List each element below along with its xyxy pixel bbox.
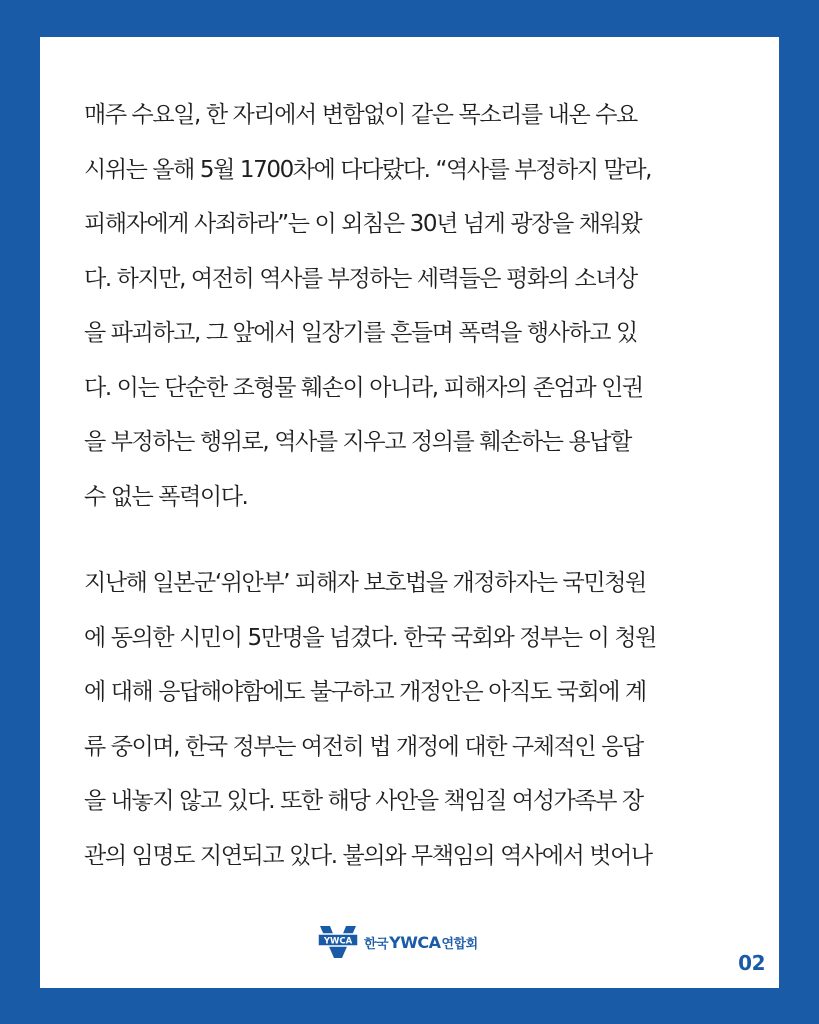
text-line: 매주 수요일, 한 자리에서 변함없이 같은 목소리를 내온 수요 [84,102,637,128]
text-line: 피해자에게 사죄하라”는 이 외침은 30년 넘게 광장을 채워왔 [84,211,642,237]
ywca-emblem-text: YWCA [323,936,353,947]
text-line: 관의 임명도 지연되고 있다. 불의와 무책임의 역사에서 벗어나 [84,842,652,869]
logo-brand: YWCA [389,932,441,952]
logo-prefix: 한국 [364,936,389,952]
text-line: 수 없는 폭력이다. [84,483,248,510]
logo-suffix: 연합회 [441,936,478,952]
content-card [40,37,779,988]
text-line: 류 중이며, 한국 정부는 여전히 법 개정에 대한 구체적인 응답 [84,733,643,760]
text-line: 을 파괴하고, 그 앞에서 일장기를 흔들며 폭력을 행사하고 있 [84,320,637,346]
text-line: 다. 이는 단순한 조형물 훼손이 아니라, 피해자의 존엄과 인권 [84,374,643,401]
ywca-logo [318,924,478,960]
page-number: 02 [738,951,765,975]
text-line: 을 부정하는 행위로, 역사를 지우고 정의를 훼손하는 용납할 [84,429,631,455]
text-line: 다. 하지만, 여전히 역사를 부정하는 세력들은 평화의 소녀상 [84,265,637,292]
body-paragraph-1 [84,88,744,524]
text-line: 시위는 올해 5월 1700차에 다다랐다. “역사를 부정하지 말라, [84,156,652,183]
logo-wordmark [364,933,478,952]
body-paragraph-2 [84,556,744,883]
text-line: 을 내놓지 않고 있다. 또한 해당 사안을 책임질 여성가족부 장 [84,788,643,814]
text-line: 에 대해 응답해야함에도 불구하고 개정안은 아직도 국회에 계 [84,679,646,705]
ywca-emblem-icon [318,924,358,960]
text-line: 지난해 일본군‘위안부’ 피해자 보호법을 개정하자는 국민청원 [84,570,646,596]
text-line: 에 동의한 시민이 5만명을 넘겼다. 한국 국회와 정부는 이 청원 [84,624,656,651]
